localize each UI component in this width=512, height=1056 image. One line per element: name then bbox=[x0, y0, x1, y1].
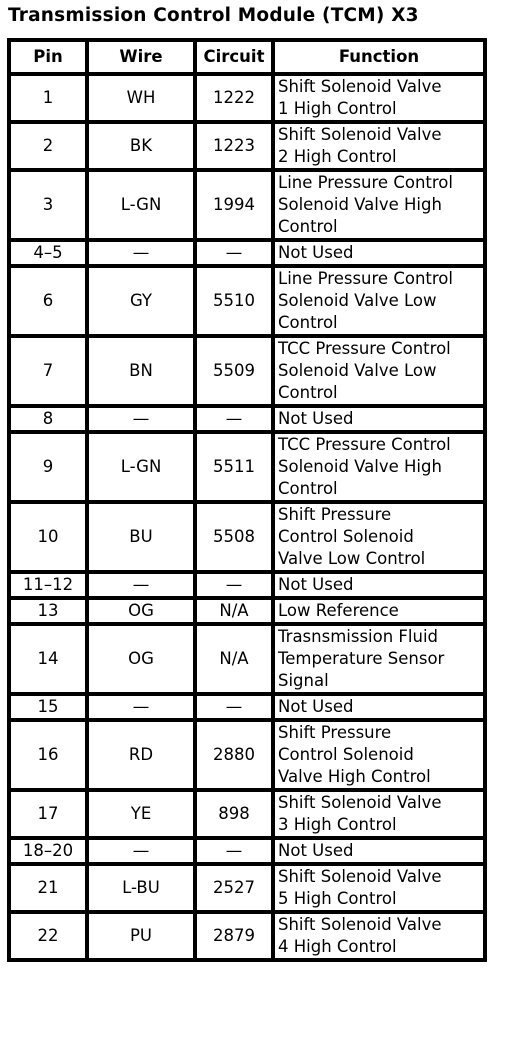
table-row bbox=[9, 266, 485, 336]
table-row bbox=[9, 170, 485, 240]
table-row bbox=[9, 624, 485, 694]
function-line: 4 High Control bbox=[278, 937, 397, 956]
function-line: Solenoid Valve High bbox=[278, 195, 442, 214]
wire-cell: BN bbox=[87, 336, 195, 406]
header-row bbox=[9, 40, 485, 74]
function-line: Shift Solenoid Valve bbox=[278, 867, 442, 886]
function-line: TCC Pressure Control bbox=[278, 435, 451, 454]
function-cell bbox=[273, 266, 485, 336]
table-row bbox=[9, 432, 485, 502]
circuit-cell: 5508 bbox=[195, 502, 273, 572]
pin-cell: 10 bbox=[9, 502, 87, 572]
function-line: Shift Pressure bbox=[278, 723, 392, 742]
function-line: Valve Low Control bbox=[278, 549, 426, 568]
pin-cell: 15 bbox=[9, 694, 87, 720]
function-line: Signal bbox=[278, 671, 329, 690]
table-row bbox=[9, 572, 485, 598]
pin-cell: 3 bbox=[9, 170, 87, 240]
function-cell bbox=[273, 502, 485, 572]
function-line: Shift Solenoid Valve bbox=[278, 915, 442, 934]
function-cell bbox=[273, 912, 485, 960]
wire-cell: OG bbox=[87, 598, 195, 624]
wire-cell: BU bbox=[87, 502, 195, 572]
table-row bbox=[9, 912, 485, 960]
function-cell bbox=[273, 720, 485, 790]
circuit-cell: — bbox=[195, 572, 273, 598]
circuit-cell: 898 bbox=[195, 790, 273, 838]
table-row bbox=[9, 864, 485, 912]
function-line: Line Pressure Control bbox=[278, 173, 453, 192]
circuit-cell: 2880 bbox=[195, 720, 273, 790]
table-row bbox=[9, 502, 485, 572]
function-line: 1 High Control bbox=[278, 99, 397, 118]
table-body bbox=[9, 74, 485, 960]
function-line: Not Used bbox=[278, 409, 354, 428]
header-function: Function bbox=[273, 40, 485, 74]
function-line: Solenoid Valve High bbox=[278, 457, 442, 476]
function-cell bbox=[273, 864, 485, 912]
function-line: Control bbox=[278, 217, 338, 236]
circuit-cell: 5509 bbox=[195, 336, 273, 406]
circuit-cell: 5510 bbox=[195, 266, 273, 336]
function-line: TCC Pressure Control bbox=[278, 339, 451, 358]
function-cell bbox=[273, 122, 485, 170]
circuit-cell: N/A bbox=[195, 624, 273, 694]
function-cell bbox=[273, 624, 485, 694]
pin-cell: 14 bbox=[9, 624, 87, 694]
wire-cell: BK bbox=[87, 122, 195, 170]
circuit-cell: 1222 bbox=[195, 74, 273, 122]
circuit-cell: — bbox=[195, 694, 273, 720]
wire-cell: L-GN bbox=[87, 432, 195, 502]
function-line: Trasnsmission Fluid bbox=[278, 627, 439, 646]
function-cell bbox=[273, 572, 485, 598]
function-line: Shift Solenoid Valve bbox=[278, 125, 442, 144]
table-row bbox=[9, 122, 485, 170]
pin-cell: 4–5 bbox=[9, 240, 87, 266]
wire-cell: RD bbox=[87, 720, 195, 790]
function-line: Not Used bbox=[278, 697, 354, 716]
circuit-cell: 2527 bbox=[195, 864, 273, 912]
table-row bbox=[9, 336, 485, 406]
table-row bbox=[9, 598, 485, 624]
function-line: 2 High Control bbox=[278, 147, 397, 166]
function-line: Temperature Sensor bbox=[278, 649, 445, 668]
function-line: Low Reference bbox=[278, 601, 399, 620]
function-line: Control bbox=[278, 479, 338, 498]
function-line: 5 High Control bbox=[278, 889, 397, 908]
pin-cell: 11–12 bbox=[9, 572, 87, 598]
pin-cell: 22 bbox=[9, 912, 87, 960]
pin-cell: 7 bbox=[9, 336, 87, 406]
function-cell bbox=[273, 790, 485, 838]
header-wire: Wire bbox=[87, 40, 195, 74]
function-line: Control bbox=[278, 383, 338, 402]
function-line: Not Used bbox=[278, 575, 354, 594]
table-row bbox=[9, 790, 485, 838]
wire-cell: — bbox=[87, 694, 195, 720]
function-cell bbox=[273, 240, 485, 266]
function-line: Shift Solenoid Valve bbox=[278, 77, 442, 96]
circuit-cell: 2879 bbox=[195, 912, 273, 960]
header-pin: Pin bbox=[9, 40, 87, 74]
pin-cell: 17 bbox=[9, 790, 87, 838]
pin-cell: 16 bbox=[9, 720, 87, 790]
function-cell bbox=[273, 406, 485, 432]
pin-cell: 1 bbox=[9, 74, 87, 122]
function-line: Control Solenoid bbox=[278, 745, 414, 764]
table-row bbox=[9, 694, 485, 720]
wire-cell: — bbox=[87, 406, 195, 432]
header-circuit: Circuit bbox=[195, 40, 273, 74]
pin-cell: 2 bbox=[9, 122, 87, 170]
function-line: Control Solenoid bbox=[278, 527, 414, 546]
circuit-cell: 1223 bbox=[195, 122, 273, 170]
wire-cell: GY bbox=[87, 266, 195, 336]
wire-cell: PU bbox=[87, 912, 195, 960]
function-line: Line Pressure Control bbox=[278, 269, 453, 288]
function-cell bbox=[273, 432, 485, 502]
function-line: Solenoid Valve Low bbox=[278, 291, 437, 310]
function-line: Shift Pressure bbox=[278, 505, 392, 524]
circuit-cell: 5511 bbox=[195, 432, 273, 502]
function-cell bbox=[273, 694, 485, 720]
wire-cell: L-BU bbox=[87, 864, 195, 912]
circuit-cell: N/A bbox=[195, 598, 273, 624]
function-cell bbox=[273, 170, 485, 240]
function-line: Not Used bbox=[278, 841, 354, 860]
pin-cell: 13 bbox=[9, 598, 87, 624]
wire-cell: — bbox=[87, 572, 195, 598]
function-line: Shift Solenoid Valve bbox=[278, 793, 442, 812]
function-line: 3 High Control bbox=[278, 815, 397, 834]
table-row bbox=[9, 74, 485, 122]
function-line: Not Used bbox=[278, 243, 354, 262]
pin-cell: 18–20 bbox=[9, 838, 87, 864]
wire-cell: WH bbox=[87, 74, 195, 122]
wire-cell: OG bbox=[87, 624, 195, 694]
circuit-cell: — bbox=[195, 406, 273, 432]
pinout-table bbox=[7, 38, 487, 962]
circuit-cell: 1994 bbox=[195, 170, 273, 240]
pin-cell: 9 bbox=[9, 432, 87, 502]
function-cell bbox=[273, 336, 485, 406]
table-row bbox=[9, 240, 485, 266]
pin-cell: 21 bbox=[9, 864, 87, 912]
function-line: Control bbox=[278, 313, 338, 332]
wire-cell: YE bbox=[87, 790, 195, 838]
table-row bbox=[9, 406, 485, 432]
function-cell bbox=[273, 598, 485, 624]
function-line: Solenoid Valve Low bbox=[278, 361, 437, 380]
pin-cell: 6 bbox=[9, 266, 87, 336]
pin-cell: 8 bbox=[9, 406, 87, 432]
table-row bbox=[9, 838, 485, 864]
function-cell bbox=[273, 74, 485, 122]
circuit-cell: — bbox=[195, 838, 273, 864]
function-line: Valve High Control bbox=[278, 767, 431, 786]
function-cell bbox=[273, 838, 485, 864]
circuit-cell: — bbox=[195, 240, 273, 266]
wire-cell: — bbox=[87, 240, 195, 266]
table-row bbox=[9, 720, 485, 790]
wire-cell: — bbox=[87, 838, 195, 864]
page-title: Transmission Control Module (TCM) X3 bbox=[8, 5, 419, 26]
wire-cell: L-GN bbox=[87, 170, 195, 240]
